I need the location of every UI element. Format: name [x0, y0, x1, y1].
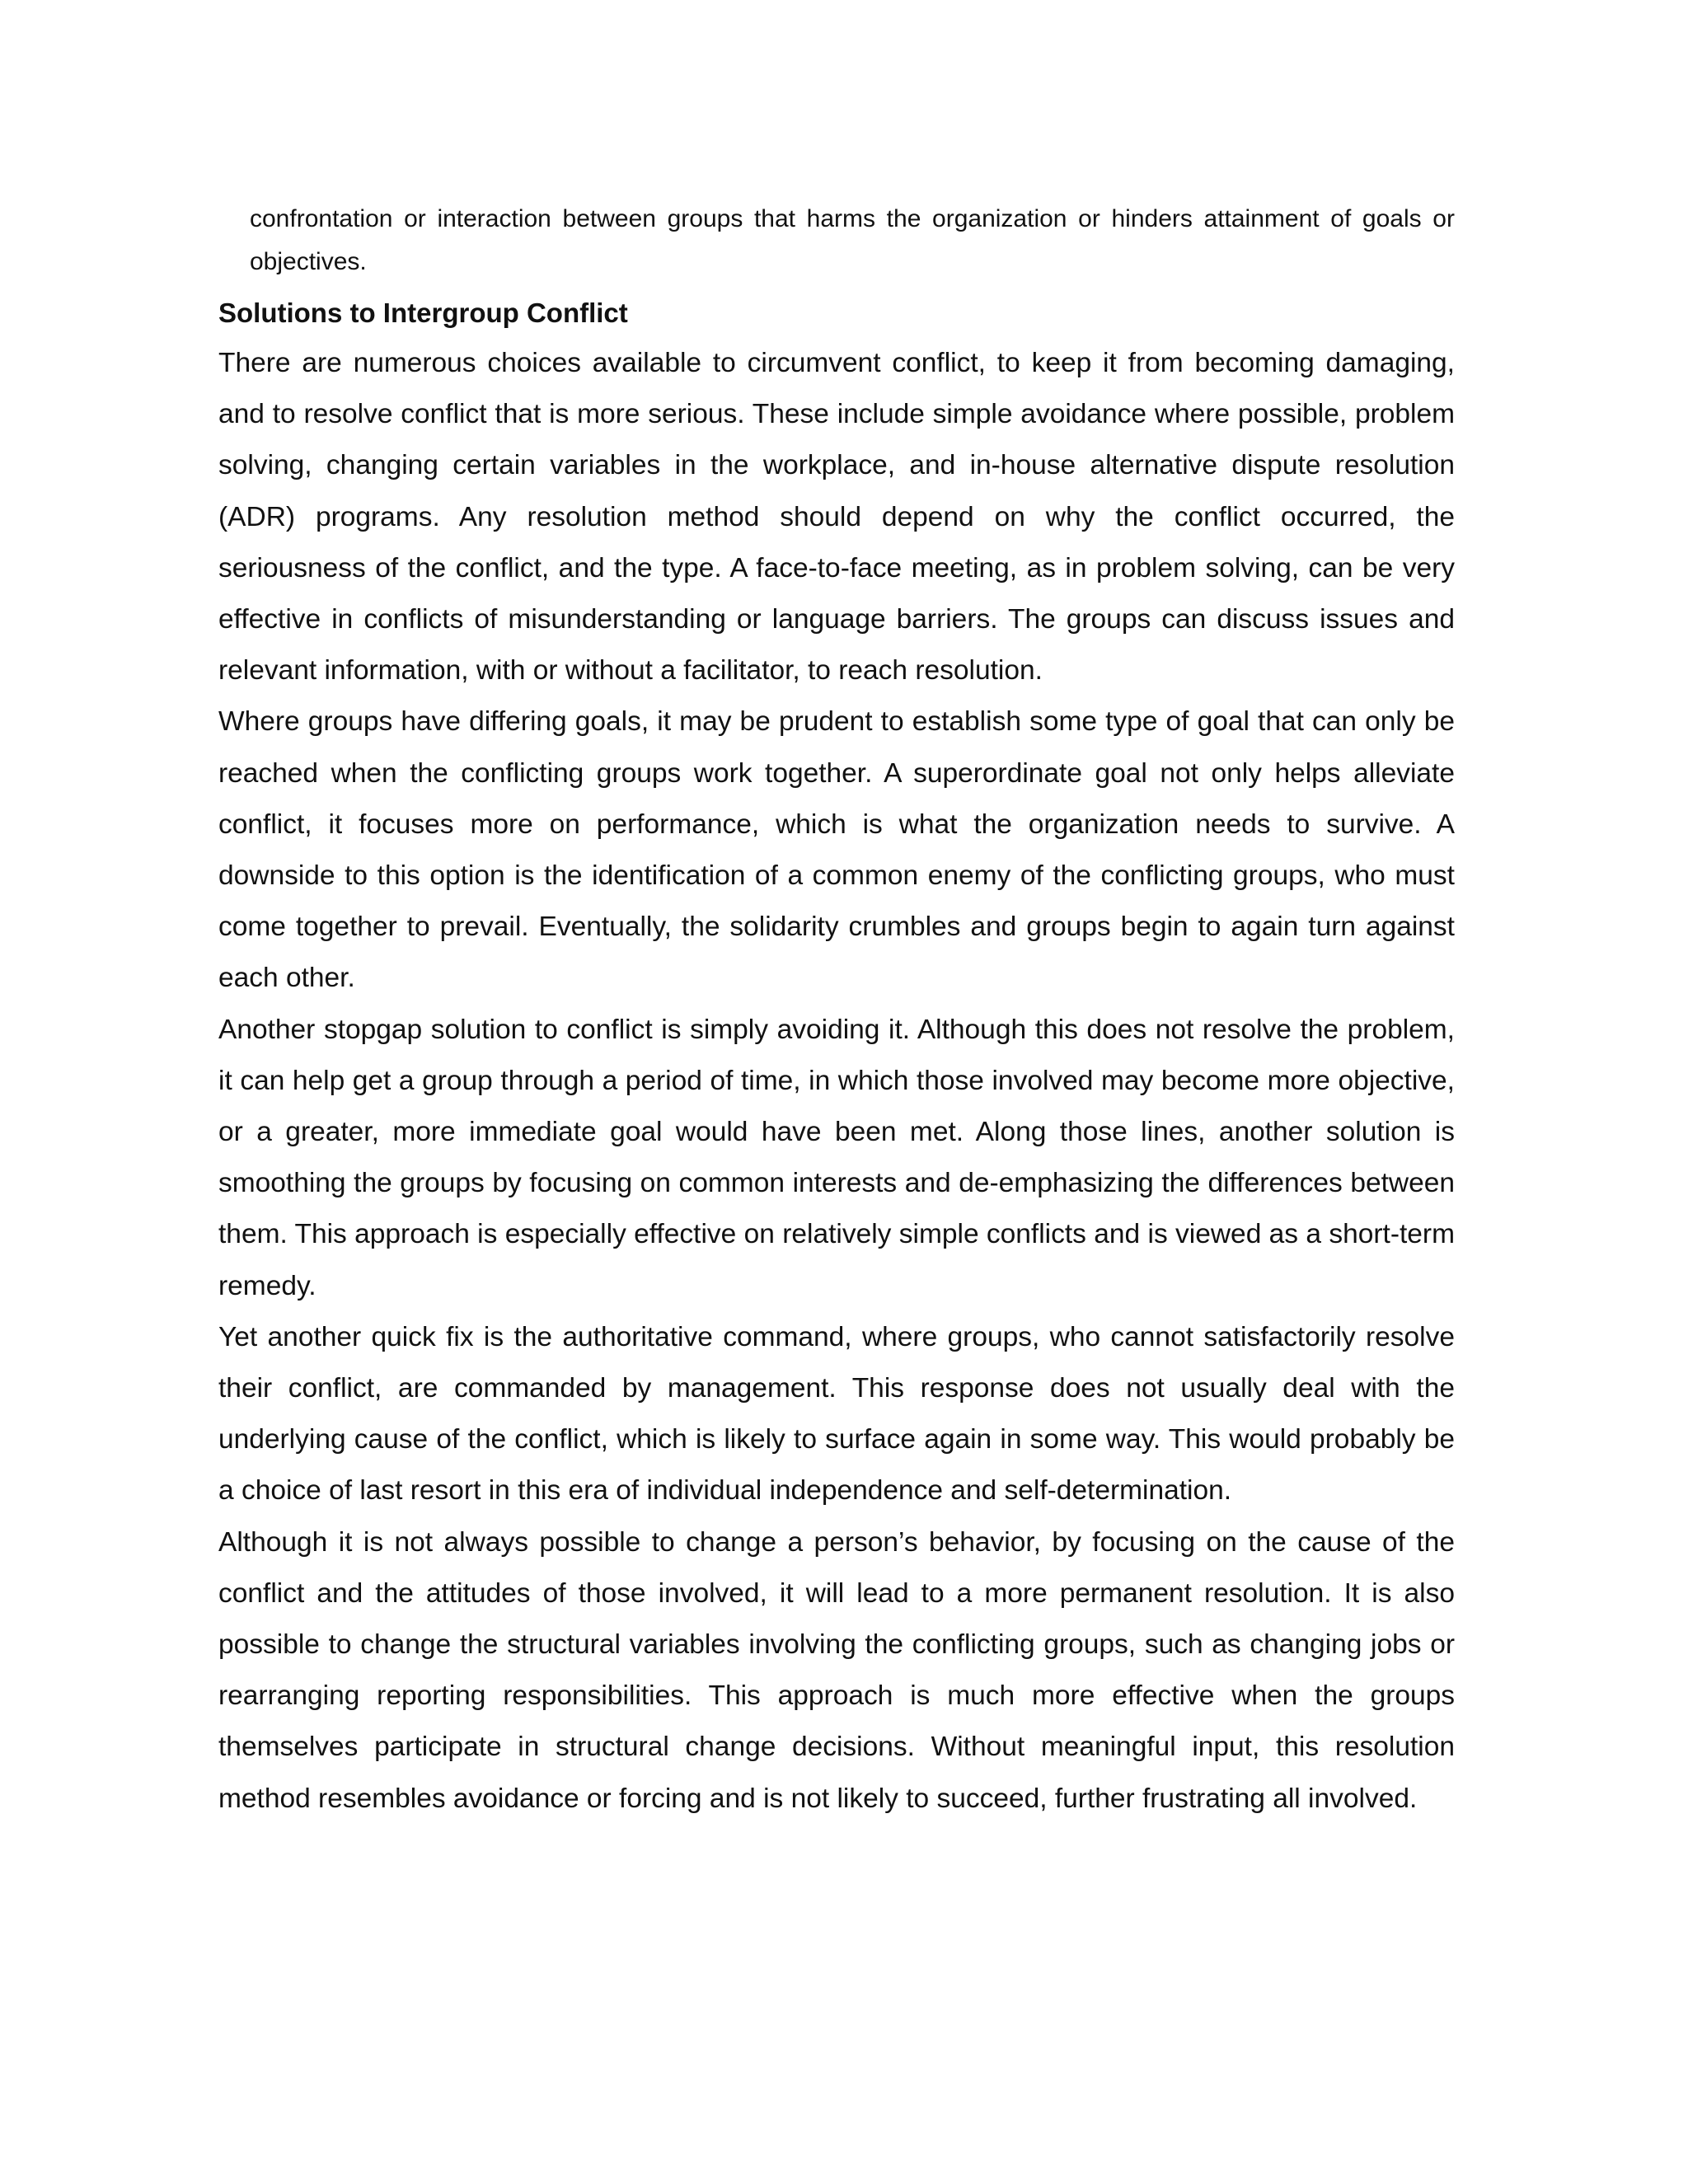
intro-text: confrontation or interaction between groups that harms the organization or hinders attainment of goals or objectives. — [250, 205, 1455, 275]
paragraph-2: Where groups have differing goals, it may be prudent to establish some type of goal that can only be reached when the conflicting groups work together. A superordinate goal not only helps alleviate conflict, it focuses more on performance, which is what the organization needs to survive. A downside to this option is the identification of a common enemy of the conflicting groups, who must come together to prevail. Eventually, the solidarity crumbles and groups begin to again turn against each other. — [218, 706, 1455, 994]
section-heading: Solutions to Intergroup Conflict — [218, 298, 628, 328]
document-body — [218, 198, 1455, 1825]
paragraph-3: Another stopgap solution to conflict is simply avoiding it. Although this does not resolve the problem, it can help get a group through a period of time, in which those involved may become more objective, or a greater, more immediate goal would have been met. Along those lines, another solution is smoothing the groups by focusing on common interests and de-emphasizing the differences between them. This approach is especially effective on relatively simple conflicts and is viewed as a short-term remedy. — [218, 1014, 1455, 1301]
paragraph-5: Although it is not always possible to change a person’s behavior, by focusing on the cause of the conflict and the attitudes of those involved, it will lead to a more permanent resolution. It is also possible to change the structural variables involving the conflicting groups, such as changing jobs or rearranging reporting responsibilities. This approach is much more effective when the groups themselves participate in structural change decisions. Without meaningful input, this resolution method resembles avoidance or forcing and is not likely to succeed, further frustrating all involved. — [218, 1526, 1455, 1814]
paragraph-1: There are numerous choices available to circumvent conflict, to keep it from becoming damaging, and to resolve conflict that is more serious. These include simple avoidance where possible, problem solving, changing certain variables in the workplace, and in-house alternative dispute resolution (ADR) programs. Any resolution method should depend on why the conflict occurred, the seriousness of the conflict, and the type. A face-to-face meeting, as in problem solving, can be very effective in conflicts of misunderstanding or language barriers. The groups can discuss issues and relevant information, with or without a facilitator, to reach resolution. — [218, 348, 1455, 687]
paragraph-4: Yet another quick fix is the authoritative command, where groups, who cannot satisfactorily resolve their conflict, are commanded by management. This response does not usually deal with the underlying cause of the conflict, which is likely to surface again in some way. This would probably be a choice of last resort in this era of individual independence and self-determination. — [218, 1321, 1455, 1507]
